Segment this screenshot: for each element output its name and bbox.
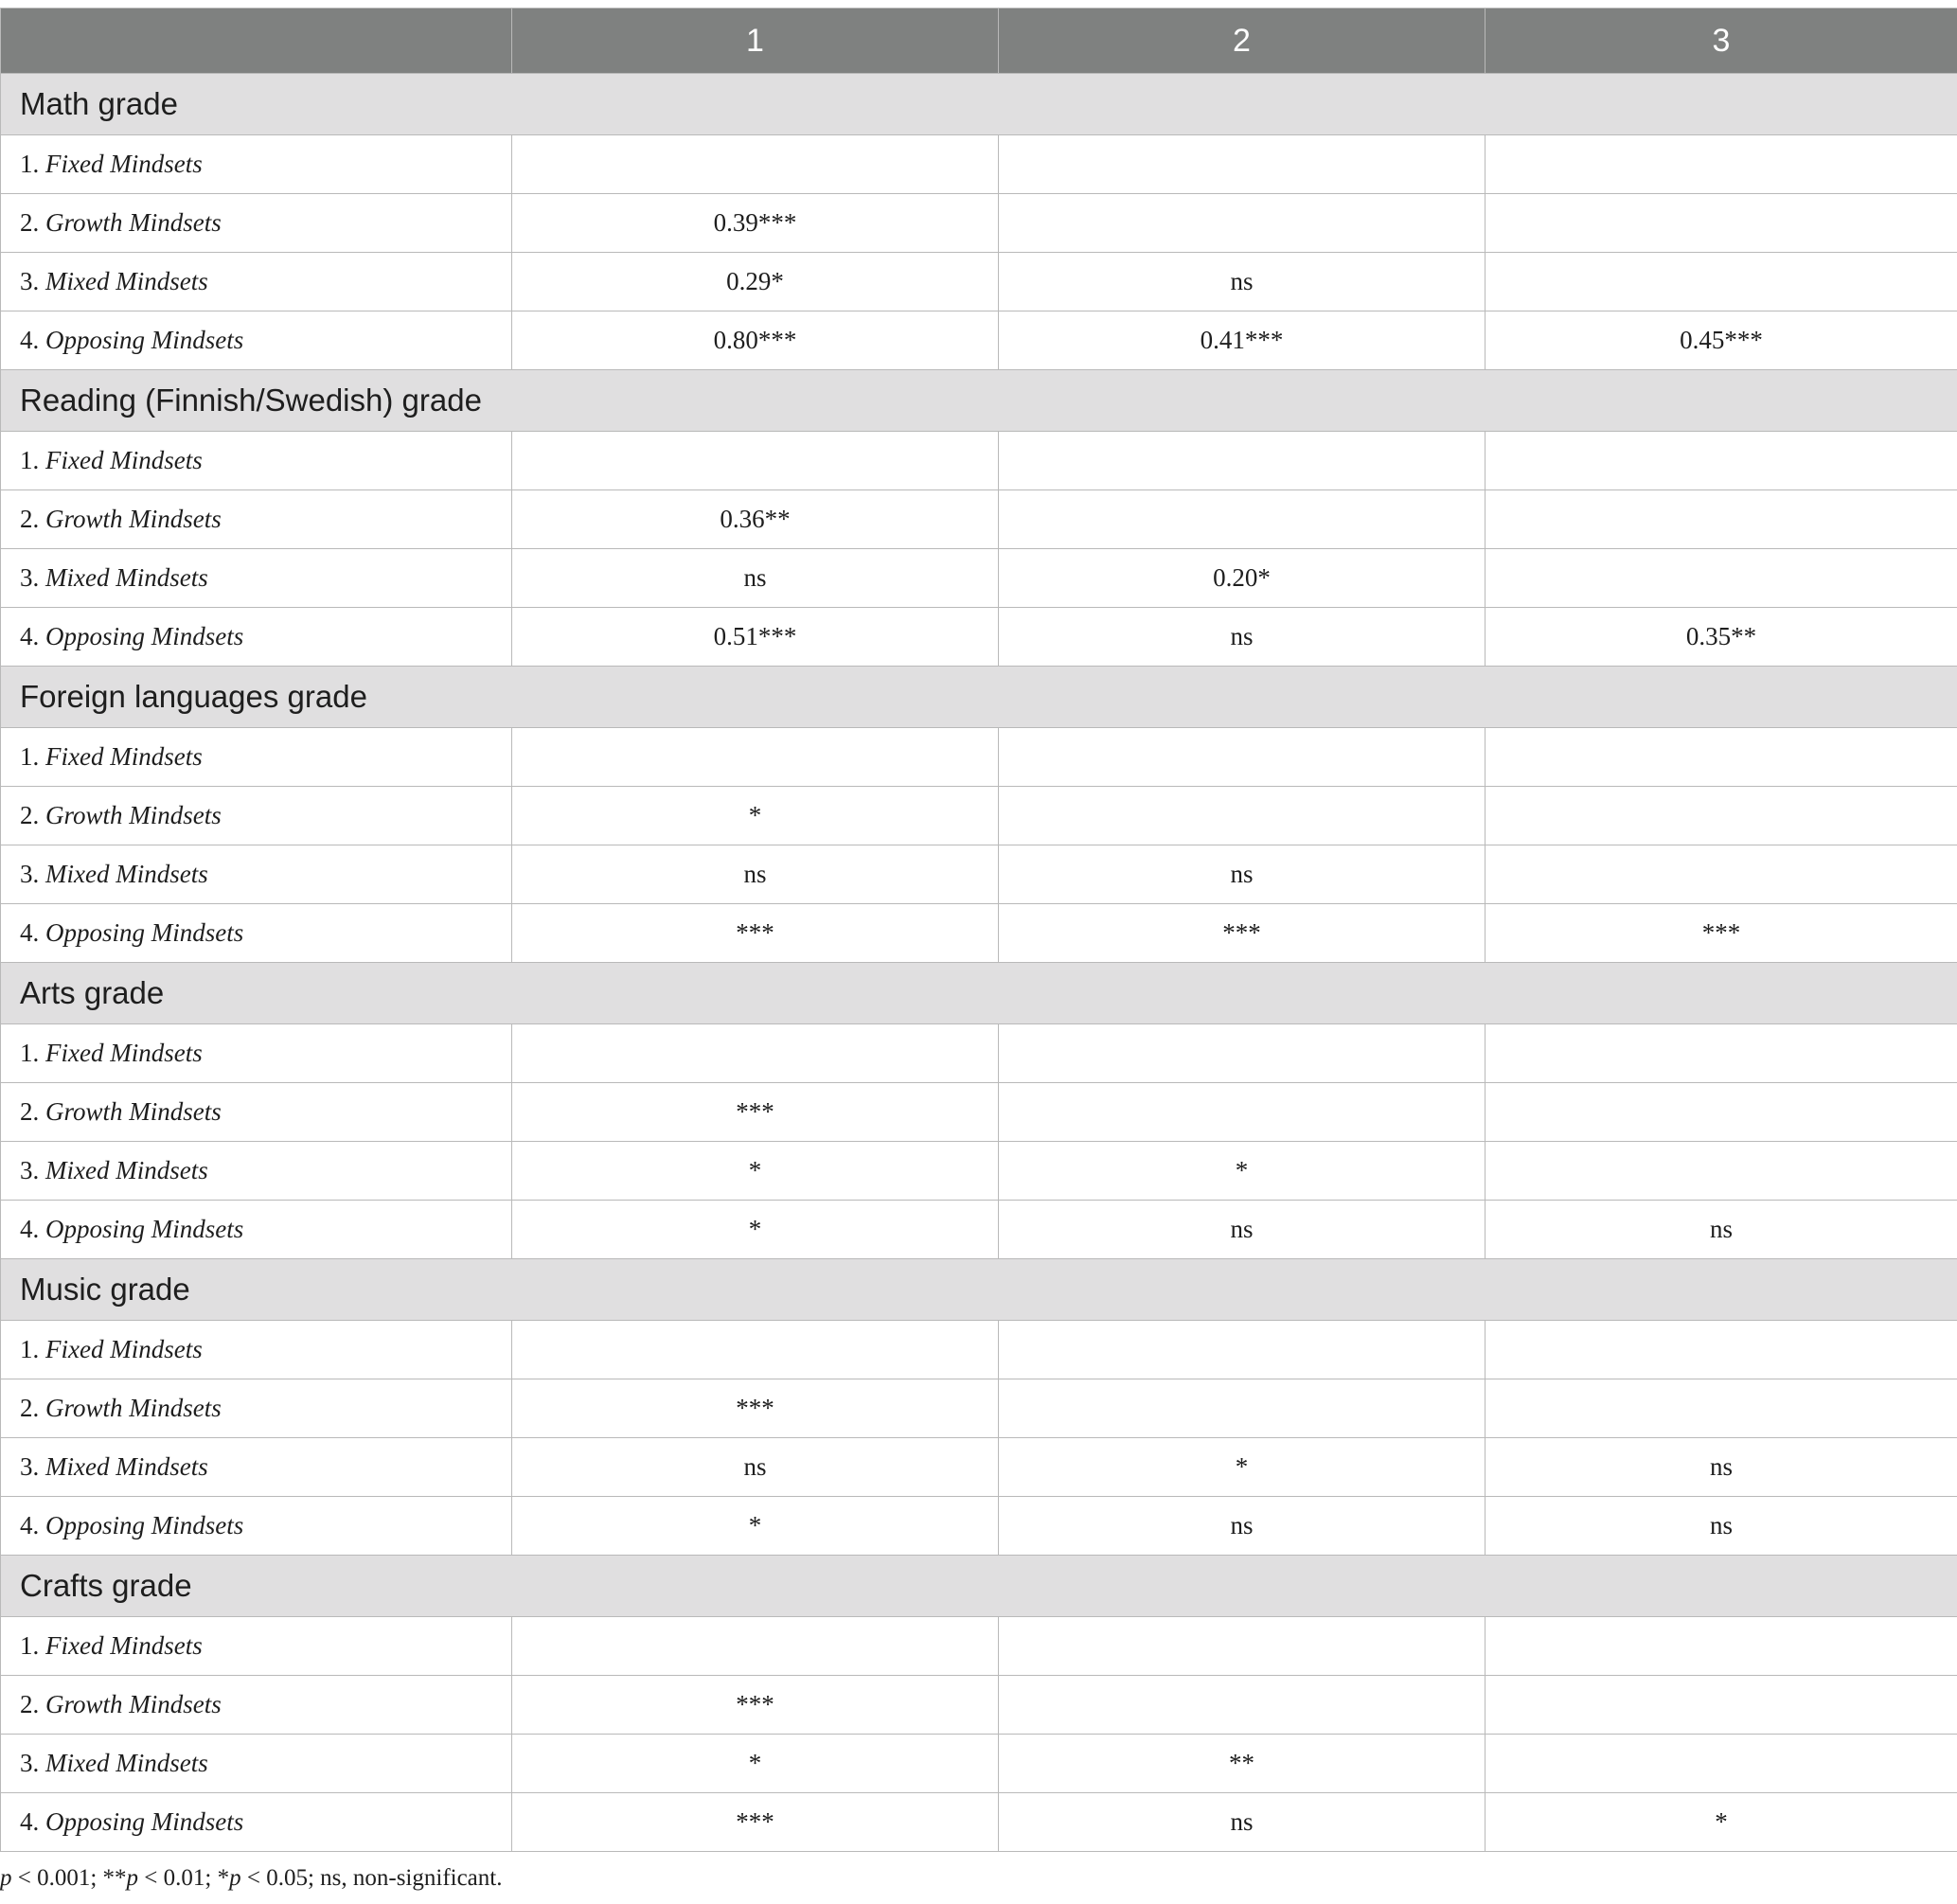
row-number: 3. bbox=[20, 1156, 45, 1184]
value-cell-col-2: ns bbox=[999, 1201, 1486, 1259]
section-row bbox=[1, 667, 1957, 728]
value-cell-col-1: 0.29* bbox=[512, 253, 999, 311]
row-variable-name: Fixed Mindsets bbox=[45, 446, 203, 474]
correlation-table bbox=[0, 8, 1957, 1852]
row-label bbox=[1, 845, 512, 904]
table-row bbox=[1, 1497, 1957, 1556]
value-cell-col-1: ns bbox=[512, 549, 999, 608]
row-variable-name: Opposing Mindsets bbox=[45, 918, 244, 947]
table-row bbox=[1, 135, 1957, 194]
table-row bbox=[1, 904, 1957, 963]
row-label bbox=[1, 490, 512, 549]
value-cell-col-1 bbox=[512, 1024, 999, 1083]
row-variable-name: Opposing Mindsets bbox=[45, 1215, 244, 1243]
row-variable-name: Growth Mindsets bbox=[45, 801, 222, 829]
row-number: 1. bbox=[20, 150, 45, 178]
value-cell-col-1: *** bbox=[512, 1676, 999, 1735]
value-cell-col-1: 0.80*** bbox=[512, 311, 999, 370]
table-footnote bbox=[0, 1865, 1957, 1892]
value-cell-col-3 bbox=[1486, 845, 1957, 904]
value-cell-col-2 bbox=[999, 135, 1486, 194]
table-row bbox=[1, 1617, 1957, 1676]
table-row bbox=[1, 1676, 1957, 1735]
value-cell-col-3: *** bbox=[1486, 904, 1957, 963]
footnote-text: < 0.05; ns, non-significant. bbox=[240, 1865, 503, 1891]
section-title: Math grade bbox=[1, 74, 1957, 135]
value-cell-col-3: ns bbox=[1486, 1201, 1957, 1259]
table-row bbox=[1, 1083, 1957, 1142]
row-number: 3. bbox=[20, 1749, 45, 1777]
value-cell-col-3 bbox=[1486, 1676, 1957, 1735]
row-variable-name: Opposing Mindsets bbox=[45, 326, 244, 354]
row-variable-name: Growth Mindsets bbox=[45, 208, 222, 237]
row-label bbox=[1, 311, 512, 370]
section-title: Music grade bbox=[1, 1259, 1957, 1321]
value-cell-col-2 bbox=[999, 1617, 1486, 1676]
section-title: Reading (Finnish/Swedish) grade bbox=[1, 370, 1957, 432]
row-label bbox=[1, 549, 512, 608]
footnote-p-symbol: p bbox=[0, 1865, 12, 1891]
value-cell-col-3 bbox=[1486, 432, 1957, 490]
value-cell-col-1: *** bbox=[512, 1793, 999, 1852]
value-cell-col-2: ns bbox=[999, 608, 1486, 667]
row-variable-name: Mixed Mindsets bbox=[45, 563, 208, 592]
row-number: 4. bbox=[20, 622, 45, 650]
section-title: Foreign languages grade bbox=[1, 667, 1957, 728]
value-cell-col-2 bbox=[999, 1676, 1486, 1735]
value-cell-col-2 bbox=[999, 1379, 1486, 1438]
row-label bbox=[1, 608, 512, 667]
value-cell-col-2 bbox=[999, 1321, 1486, 1379]
row-label bbox=[1, 1379, 512, 1438]
correlation-table-container bbox=[0, 8, 1957, 1892]
row-variable-name: Opposing Mindsets bbox=[45, 1511, 244, 1539]
row-number: 4. bbox=[20, 1807, 45, 1836]
value-cell-col-1: *** bbox=[512, 1379, 999, 1438]
row-variable-name: Growth Mindsets bbox=[45, 1097, 222, 1126]
row-label bbox=[1, 728, 512, 787]
table-row bbox=[1, 1735, 1957, 1793]
table-row bbox=[1, 728, 1957, 787]
value-cell-col-3: 0.35** bbox=[1486, 608, 1957, 667]
value-cell-col-2: ns bbox=[999, 1793, 1486, 1852]
table-row bbox=[1, 1793, 1957, 1852]
value-cell-col-2 bbox=[999, 1024, 1486, 1083]
row-number: 2. bbox=[20, 1690, 45, 1718]
row-number: 2. bbox=[20, 1394, 45, 1422]
header-cell-3: 3 bbox=[1486, 9, 1957, 74]
row-label bbox=[1, 1617, 512, 1676]
section-row bbox=[1, 74, 1957, 135]
row-variable-name: Mixed Mindsets bbox=[45, 860, 208, 888]
value-cell-col-2: ns bbox=[999, 1497, 1486, 1556]
table-body bbox=[1, 74, 1957, 1852]
value-cell-col-2: 0.20* bbox=[999, 549, 1486, 608]
row-label bbox=[1, 1497, 512, 1556]
value-cell-col-2: *** bbox=[999, 904, 1486, 963]
row-number: 4. bbox=[20, 1511, 45, 1539]
value-cell-col-1: *** bbox=[512, 904, 999, 963]
table-row bbox=[1, 1142, 1957, 1201]
table-row bbox=[1, 253, 1957, 311]
footnote-text: < 0.01; * bbox=[138, 1865, 230, 1891]
row-variable-name: Growth Mindsets bbox=[45, 1690, 222, 1718]
value-cell-col-3 bbox=[1486, 1321, 1957, 1379]
value-cell-col-1: 0.39*** bbox=[512, 194, 999, 253]
value-cell-col-1: * bbox=[512, 787, 999, 845]
row-variable-name: Opposing Mindsets bbox=[45, 1807, 244, 1836]
value-cell-col-2 bbox=[999, 787, 1486, 845]
value-cell-col-3 bbox=[1486, 549, 1957, 608]
value-cell-col-1: ns bbox=[512, 845, 999, 904]
row-variable-name: Opposing Mindsets bbox=[45, 622, 244, 650]
table-row bbox=[1, 549, 1957, 608]
row-label bbox=[1, 1083, 512, 1142]
row-number: 1. bbox=[20, 1039, 45, 1067]
footnote-p-symbol: p bbox=[126, 1865, 139, 1891]
value-cell-col-1: * bbox=[512, 1201, 999, 1259]
table-row bbox=[1, 1201, 1957, 1259]
value-cell-col-1: * bbox=[512, 1735, 999, 1793]
row-label bbox=[1, 253, 512, 311]
table-row bbox=[1, 432, 1957, 490]
table-row bbox=[1, 1024, 1957, 1083]
footnote-p-symbol: p bbox=[229, 1865, 241, 1891]
section-row bbox=[1, 963, 1957, 1024]
row-number: 2. bbox=[20, 505, 45, 533]
table-row bbox=[1, 1438, 1957, 1497]
value-cell-col-1 bbox=[512, 1321, 999, 1379]
row-variable-name: Mixed Mindsets bbox=[45, 1452, 208, 1481]
row-number: 1. bbox=[20, 1335, 45, 1363]
value-cell-col-2: 0.41*** bbox=[999, 311, 1486, 370]
value-cell-col-2 bbox=[999, 728, 1486, 787]
table-row bbox=[1, 311, 1957, 370]
value-cell-col-3: ns bbox=[1486, 1438, 1957, 1497]
value-cell-col-3 bbox=[1486, 1617, 1957, 1676]
row-label bbox=[1, 135, 512, 194]
row-variable-name: Fixed Mindsets bbox=[45, 742, 203, 771]
row-variable-name: Mixed Mindsets bbox=[45, 1156, 208, 1184]
table-row bbox=[1, 608, 1957, 667]
value-cell-col-1 bbox=[512, 432, 999, 490]
value-cell-col-3 bbox=[1486, 490, 1957, 549]
value-cell-col-1: 0.36** bbox=[512, 490, 999, 549]
row-number: 1. bbox=[20, 742, 45, 771]
row-number: 3. bbox=[20, 1452, 45, 1481]
section-row bbox=[1, 1556, 1957, 1617]
value-cell-col-3: 0.45*** bbox=[1486, 311, 1957, 370]
row-number: 3. bbox=[20, 860, 45, 888]
row-number: 2. bbox=[20, 801, 45, 829]
value-cell-col-3 bbox=[1486, 787, 1957, 845]
table-header bbox=[1, 9, 1957, 74]
value-cell-col-3 bbox=[1486, 253, 1957, 311]
header-row bbox=[1, 9, 1957, 74]
header-cell-1: 1 bbox=[512, 9, 999, 74]
section-row bbox=[1, 1259, 1957, 1321]
value-cell-col-3 bbox=[1486, 1083, 1957, 1142]
value-cell-col-1: * bbox=[512, 1142, 999, 1201]
value-cell-col-3 bbox=[1486, 728, 1957, 787]
value-cell-col-3 bbox=[1486, 1024, 1957, 1083]
table-row bbox=[1, 845, 1957, 904]
value-cell-col-2 bbox=[999, 194, 1486, 253]
header-cell-2: 2 bbox=[999, 9, 1486, 74]
section-row bbox=[1, 370, 1957, 432]
row-number: 3. bbox=[20, 563, 45, 592]
row-label bbox=[1, 1024, 512, 1083]
row-number: 4. bbox=[20, 918, 45, 947]
table-row bbox=[1, 1321, 1957, 1379]
row-label bbox=[1, 1735, 512, 1793]
value-cell-col-3: ns bbox=[1486, 1497, 1957, 1556]
row-label bbox=[1, 194, 512, 253]
value-cell-col-2: ns bbox=[999, 253, 1486, 311]
value-cell-col-2 bbox=[999, 490, 1486, 549]
value-cell-col-2: * bbox=[999, 1142, 1486, 1201]
value-cell-col-1: *** bbox=[512, 1083, 999, 1142]
row-label bbox=[1, 787, 512, 845]
row-variable-name: Growth Mindsets bbox=[45, 1394, 222, 1422]
row-number: 2. bbox=[20, 208, 45, 237]
row-number: 2. bbox=[20, 1097, 45, 1126]
value-cell-col-3: * bbox=[1486, 1793, 1957, 1852]
value-cell-col-3 bbox=[1486, 1142, 1957, 1201]
value-cell-col-3 bbox=[1486, 1379, 1957, 1438]
value-cell-col-1: * bbox=[512, 1497, 999, 1556]
row-label bbox=[1, 1793, 512, 1852]
footnote-text: < 0.001; ** bbox=[11, 1865, 127, 1891]
row-label bbox=[1, 1321, 512, 1379]
value-cell-col-3 bbox=[1486, 194, 1957, 253]
row-number: 1. bbox=[20, 1631, 45, 1660]
row-number: 1. bbox=[20, 446, 45, 474]
row-number: 4. bbox=[20, 326, 45, 354]
row-number: 3. bbox=[20, 267, 45, 295]
section-title: Crafts grade bbox=[1, 1556, 1957, 1617]
row-label bbox=[1, 1676, 512, 1735]
row-variable-name: Fixed Mindsets bbox=[45, 1631, 203, 1660]
row-variable-name: Mixed Mindsets bbox=[45, 1749, 208, 1777]
row-label bbox=[1, 432, 512, 490]
row-label bbox=[1, 1142, 512, 1201]
value-cell-col-1 bbox=[512, 135, 999, 194]
row-variable-name: Growth Mindsets bbox=[45, 505, 222, 533]
section-title: Arts grade bbox=[1, 963, 1957, 1024]
table-row bbox=[1, 1379, 1957, 1438]
header-cell-label bbox=[1, 9, 512, 74]
table-row bbox=[1, 490, 1957, 549]
row-label bbox=[1, 1438, 512, 1497]
value-cell-col-1: 0.51*** bbox=[512, 608, 999, 667]
value-cell-col-2 bbox=[999, 432, 1486, 490]
row-label bbox=[1, 1201, 512, 1259]
value-cell-col-2 bbox=[999, 1083, 1486, 1142]
table-row bbox=[1, 787, 1957, 845]
row-number: 4. bbox=[20, 1215, 45, 1243]
row-variable-name: Fixed Mindsets bbox=[45, 1039, 203, 1067]
row-variable-name: Mixed Mindsets bbox=[45, 267, 208, 295]
value-cell-col-1 bbox=[512, 728, 999, 787]
row-label bbox=[1, 904, 512, 963]
value-cell-col-1 bbox=[512, 1617, 999, 1676]
value-cell-col-2: * bbox=[999, 1438, 1486, 1497]
value-cell-col-1: ns bbox=[512, 1438, 999, 1497]
value-cell-col-3 bbox=[1486, 1735, 1957, 1793]
row-variable-name: Fixed Mindsets bbox=[45, 1335, 203, 1363]
table-row bbox=[1, 194, 1957, 253]
row-variable-name: Fixed Mindsets bbox=[45, 150, 203, 178]
value-cell-col-3 bbox=[1486, 135, 1957, 194]
value-cell-col-2: ns bbox=[999, 845, 1486, 904]
value-cell-col-2: ** bbox=[999, 1735, 1486, 1793]
